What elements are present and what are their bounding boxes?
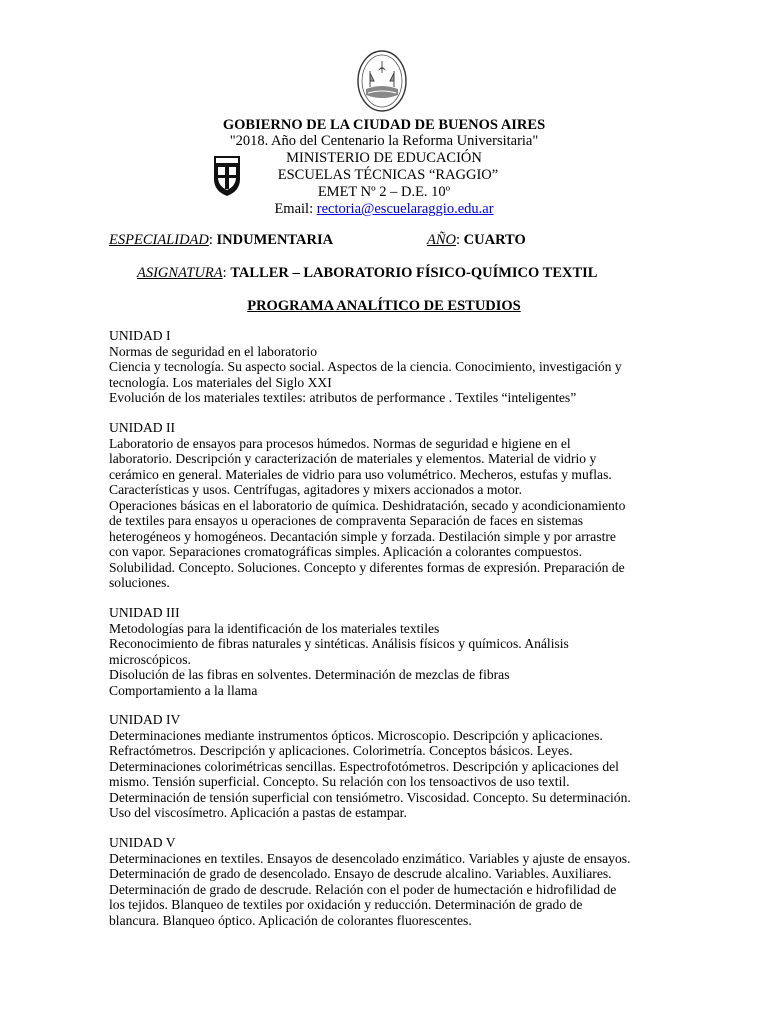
email-line [0, 201, 768, 217]
unit-title: UNIDAD II [109, 420, 176, 435]
unit-line: Refractómetros. Descripción y aplicaciones. Colorimetría. Conceptos básicos. Leyes. [109, 743, 573, 758]
year-line: AÑO: CUARTO [427, 232, 526, 248]
subject-line: ASIGNATURA: TALLER – LABORATORIO FÍSICO-QUÍMICO TEXTIL [137, 265, 598, 281]
school-name: ESCUELAS TÉCNICAS “RAGGIO” [277, 167, 499, 183]
ministry-name: MINISTERIO DE EDUCACIÓN [286, 150, 482, 166]
unit-line: Determinaciones en textiles. Ensayos de desencolado enzimático. Variables y ajuste de ensayos. [109, 850, 631, 866]
email-label: Email: [274, 201, 317, 217]
government-heading: GOBIERNO DE LA CIUDAD DE BUENOS AIRES [222, 117, 546, 133]
unit-line: heterogéneos y homogéneos. Decantación simple y forzada. Destilación simple y por arrastre [109, 528, 616, 544]
unit-line: Determinación de grado de descrude. Relación con el poder de humectación e hidrofilidad de [109, 881, 617, 897]
unit-line: Laboratorio de ensayos para procesos húmedos. Normas de seguridad e higiene en el [109, 435, 571, 451]
specialty-line: ESPECIALIDAD: INDUMENTARIA [109, 232, 334, 248]
specialty-label: ESPECIALIDAD [109, 232, 209, 248]
unit-line: Normas de seguridad en el laboratorio [109, 343, 317, 359]
emet-code: EMET Nº 2 – D.E. 10º [317, 184, 451, 200]
unit-line: Uso del viscosímetro. Aplicación a pastas de estampar. [109, 805, 407, 820]
unit-line: soluciones. [109, 575, 170, 590]
unit-line: con vapor. Separaciones cromatográficas simples. Aplicación a colorantes compuestos. [109, 544, 582, 559]
unit-line: Solubilidad. Concepto. Soluciones. Concepto y diferentes formas de expresión. Preparación de [109, 559, 625, 575]
unit-line: los tejidos. Blanqueo de textiles por oxidación y reducción. Determinación de grado de [109, 897, 583, 912]
year-value: CUARTO [463, 232, 526, 248]
unit-line: Evolución de los materiales textiles: atributos de performance . Textiles “inteligentes” [109, 390, 577, 405]
subject-label: ASIGNATURA [137, 265, 223, 281]
year-motto: "2018. Año del Centenario la Reforma Universitaria" [229, 133, 539, 149]
program-title: PROGRAMA ANALÍTICO DE ESTUDIOS [247, 298, 521, 314]
unit-line: cerámico en general. Materiales de vidrio para uso volumétrico. Mecheros, estufas y muflas. [109, 466, 612, 482]
unit-title: UNIDAD IV [109, 712, 181, 727]
unit-line: Operaciones básicas en el laboratorio de química. Deshidratación, secado y acondicionamiento [109, 497, 626, 513]
year-label: AÑO [427, 232, 456, 248]
unit-line: Determinaciones colorimétricas sencillas. Espectrofotómetros. Descripción y aplicaciones del [109, 758, 619, 774]
unit-title: UNIDAD III [109, 605, 180, 620]
unit-title: UNIDAD V [109, 835, 176, 850]
email-link[interactable]: rectoria@escuelaraggio.edu.ar [316, 201, 494, 217]
specialty-value: INDUMENTARIA [216, 232, 334, 248]
unit-line: Determinación de grado de desencolado. Ensayo de descrude alcalino. Variables. Auxiliares. [109, 866, 612, 881]
unit-line: de textiles para ensayos u operaciones de compraventa Separación de faces en sistemas [109, 513, 584, 528]
unit-title: UNIDAD I [109, 328, 171, 343]
city-coat-of-arms-icon [356, 49, 408, 113]
subject-value: TALLER – LABORATORIO FÍSICO-QUÍMICO TEXTIL [230, 265, 598, 281]
unit-line: tecnología. Los materiales del Siglo XXI [109, 374, 332, 390]
unit-line: laboratorio. Descripción y caracterización de materiales y elementos. Material de vidrio y [109, 451, 597, 466]
unit-line: mismo. Tensión superficial. Concepto. Su relación con los tensoactivos de uso textil. [109, 774, 570, 789]
unit-line: Ciencia y tecnología. Su aspecto social. Aspectos de la ciencia. Conocimiento, investigación y [109, 359, 622, 374]
unit-line: microscópicos. [109, 651, 191, 667]
unit-line: Características y usos. Centrífugas, agitadores y mixers accionados a motor. [109, 482, 522, 497]
unit-line: Comportamiento a la llama [109, 682, 258, 698]
unit-line: Determinaciones mediante instrumentos ópticos. Microscopio. Descripción y aplicaciones. [109, 727, 603, 743]
unit-line: Reconocimiento de fibras naturales y sintéticas. Análisis físicos y químicos. Análisis [109, 636, 569, 651]
unit-line: Determinación de tensión superficial con tensiómetro. Viscosidad. Concepto. Su determinación. [109, 789, 631, 805]
unit-line: Disolución de las fibras en solventes. Determinación de mezclas de fibras [109, 667, 510, 682]
unit-line: blancura. Blanqueo óptico. Aplicación de colorantes fluorescentes. [109, 912, 472, 928]
unit-line: Metodologías para la identificación de los materiales textiles [109, 620, 440, 636]
